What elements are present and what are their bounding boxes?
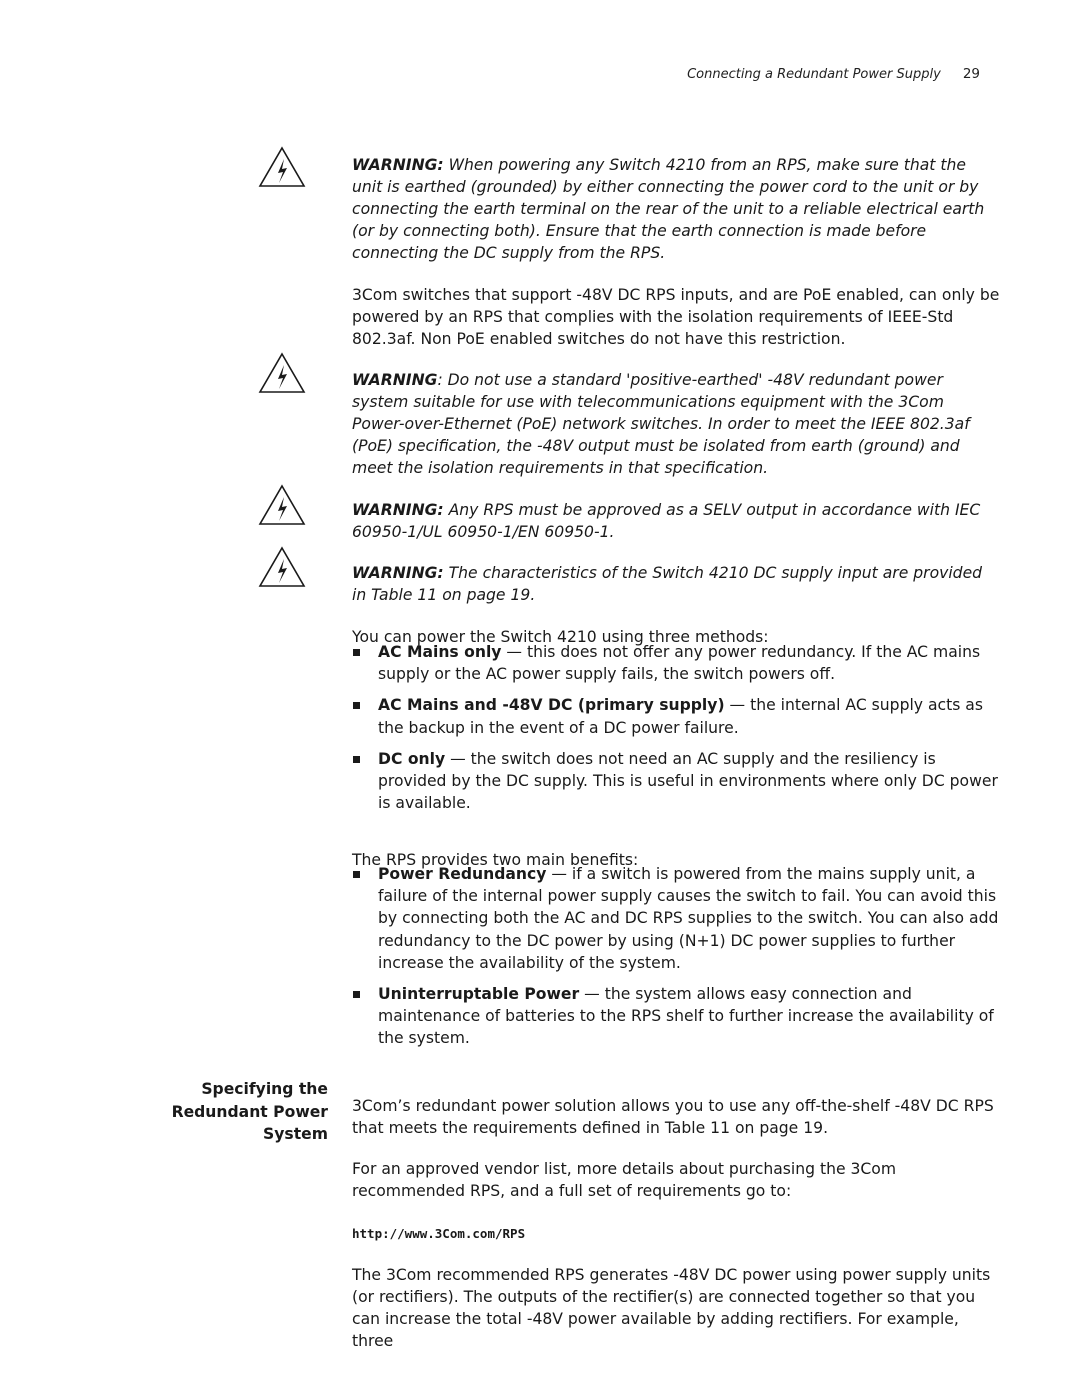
section-heading-line: Specifying the	[201, 1080, 328, 1098]
section-heading	[150, 1078, 328, 1146]
list-item-desc: — the switch does not need an AC supply and the resiliency is provided by the DC supply. This is useful in environments where only DC power is available.	[378, 749, 998, 813]
rps-url-link[interactable]: http://www.3Com.com/RPS	[352, 1225, 526, 1241]
benefits-list	[352, 863, 1000, 1050]
list-item-term: AC Mains only	[378, 643, 502, 661]
warning-label: WARNING:	[352, 500, 444, 519]
list-item	[352, 694, 1000, 738]
list-item-desc: — this does not offer any power redundancy. If the AC mains supply or the AC power supply fails, the switch powers off.	[378, 643, 981, 684]
warning-label: WARNING	[352, 370, 438, 389]
list-item-desc: — the system allows easy connection and maintenance of batteries to the RPS shelf to further increase the availability of the system.	[378, 985, 994, 1048]
list-item	[352, 983, 1000, 1050]
poe-paragraph: 3Com switches that support -48V DC RPS inputs, and are PoE enabled, can only be powered by an RPS that complies with the isolation requirements of IEEE-Std 802.3af. Non PoE enabled switches do not have this restriction.	[352, 285, 1000, 348]
bullet-icon	[353, 702, 360, 709]
list-item-term: AC Mains and -48V DC (primary supply)	[378, 696, 725, 715]
warning-text: : Do not use a standard 'positive-earthed' -48V redundant power system suitable for use with telecommunications equipment with the 3Com Power-over-Ethernet (PoE) network switches. In order to meet the IEEE 802.3af (PoE) specification, the -48V output must be isolated from earth (ground) and meet the isolation requirements in that specification.	[352, 370, 970, 478]
warning-text: The characteristics of the Switch 4210 DC supply input are provided in Table 11 on page 19.	[352, 563, 983, 604]
bullet-icon	[353, 991, 360, 998]
benefits-intro: The RPS provides two main benefits:	[352, 850, 639, 869]
bullet-icon	[353, 649, 360, 656]
warning-text: Any RPS must be approved as a SELV output in accordance with IEC 60950-1/UL 60950-1/EN 60950-1.	[352, 500, 981, 541]
list-item	[352, 863, 1000, 974]
warning-3	[352, 499, 1000, 543]
bullet-icon	[353, 871, 360, 878]
warning-triangle-icon	[258, 352, 306, 394]
list-item-desc: — the internal AC supply acts as the backup in the event of a DC power failure.	[378, 696, 983, 737]
warning-triangle-icon	[258, 484, 306, 526]
section-paragraph-2: For an approved vendor list, more details about purchasing the 3Com recommended RPS, and a full set of requirements go to:	[352, 1159, 897, 1200]
running-header	[600, 66, 980, 82]
section-paragraph-1: 3Com’s redundant power solution allows you to use any off-the-shelf -48V DC RPS that meets the requirements defined in Table 11 on page 19.	[352, 1096, 994, 1137]
warning-triangle-icon	[258, 546, 306, 588]
methods-intro: You can power the Switch 4210 using three methods:	[352, 627, 769, 646]
section-heading-line: Redundant Power	[171, 1102, 328, 1121]
bullet-icon	[353, 756, 360, 763]
list-item-desc: — if a switch is powered from the mains supply unit, a failure of the internal power supply causes the switch to fail. You can avoid this by connecting both the AC and DC RPS supplies to the switch. You can also add redundancy to the DC power by using (N+1) DC power supplies to further increase the availability of the system.	[378, 865, 999, 972]
list-item	[352, 748, 1000, 815]
warning-label: WARNING:	[352, 563, 444, 582]
list-item-term: Power Redundancy	[378, 865, 547, 883]
page-number: 29	[962, 66, 980, 82]
warning-2	[352, 369, 1000, 480]
warning-1	[352, 154, 1000, 265]
methods-list	[352, 641, 1000, 814]
warning-triangle-icon	[258, 146, 306, 188]
list-item-term: DC only	[378, 749, 446, 768]
section-paragraph-3: The 3Com recommended RPS generates -48V DC power using power supply units (or rectifiers). The outputs of the rectifier(s) are connected together so that you can increase the total -48V power available by adding rectifiers. For example, three	[352, 1265, 991, 1351]
warning-4	[352, 562, 1000, 606]
list-item	[352, 641, 1000, 685]
warning-label: WARNING:	[352, 155, 444, 174]
list-item-term: Uninterruptable Power	[378, 985, 580, 1004]
running-header-title: Connecting a Redundant Power Supply	[687, 67, 941, 82]
section-heading-line: System	[263, 1125, 328, 1143]
warning-text: When powering any Switch 4210 from an RPS, make sure that the unit is earthed (grounded) by either connecting the power cord to the unit or by connecting the earth terminal on the rear of the unit to a reliable electrical earth (or by connecting both). Ensure that the earth connection is made before connecting the DC supply from the RPS.	[352, 155, 985, 263]
